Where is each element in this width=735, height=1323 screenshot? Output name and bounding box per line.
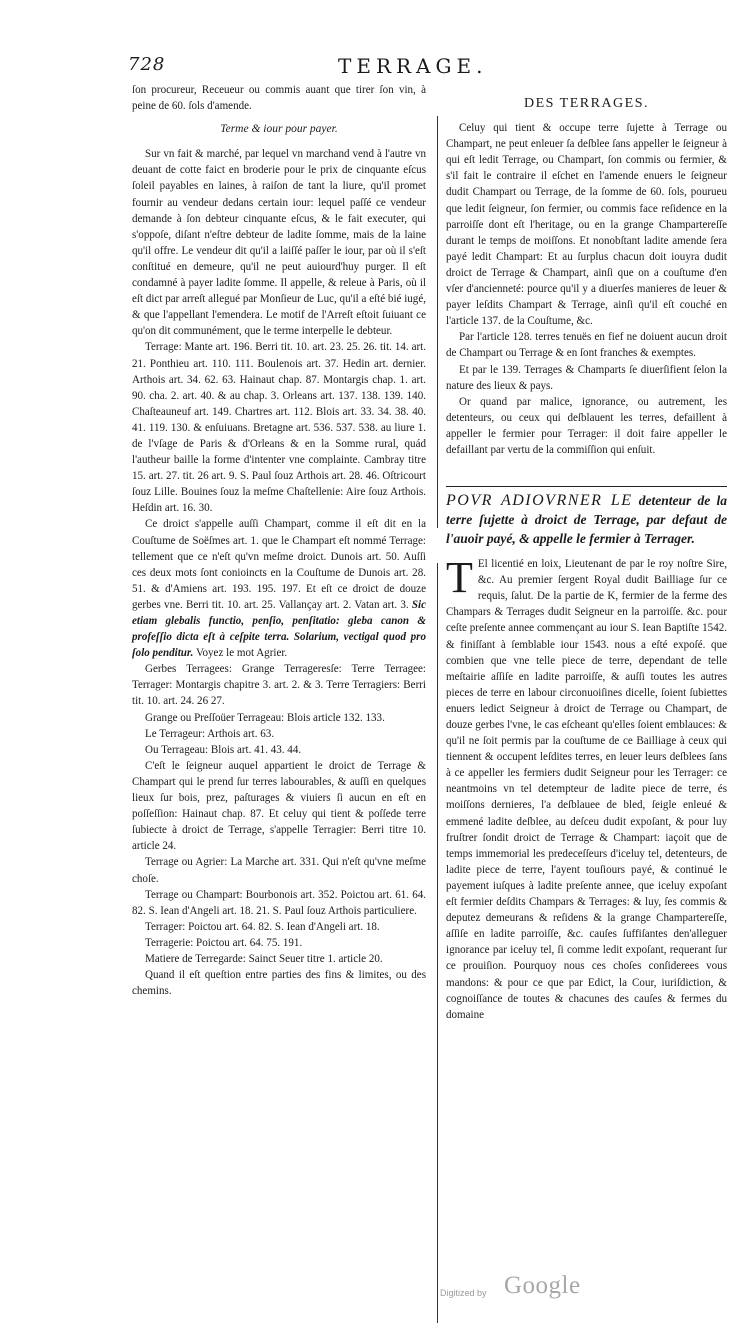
paragraph: Terrager: Poictou art. 64. 82. S. Iean d'Angeli art. 18. [145, 920, 380, 933]
column-divider-lower [437, 563, 438, 1323]
paragraph: Matiere de Terregarde: Sainct Seuer titre 1. article 20. [145, 952, 383, 965]
watermark-logo-text: Google [504, 1272, 581, 1299]
paragraph-text: Voyez le mot Agrier. [195, 647, 288, 660]
paragraph: Et par le 139. Terrages & Champarts ſe diuerſifient ſelon la nature des lieux & pays. [446, 363, 727, 392]
paragraph: Terrage ou Agrier: La Marche art. 331. Qui n'eſt qu'vne meſme choſe. [132, 856, 426, 885]
page-number: 728 [128, 54, 166, 75]
section-heading: DES TERRAGES. [523, 96, 650, 111]
section-rule [446, 486, 727, 487]
watermark-small-text: Digitized by [440, 1288, 487, 1298]
paragraph: Grange ou Preſſoüer Terrageau: Blois article 132. 133. [145, 711, 385, 724]
paragraph: Quand il eſt queſtion entre parties des fins & limites, ou des chemins. [132, 969, 426, 998]
paragraph [132, 516, 426, 661]
form-title-rest: detenteur de la terre ſujette à droict de Terrage, par defaut de l'auoir payé, & appelle le fermier à Terrager. [446, 493, 728, 547]
paragraph: Terrage ou Champart: Bourbonois art. 352. Poictou art. 61. 64. 82. S. Iean d'Angeli art. 18. 21. S. Paul ſouz Arthois particuliere. [132, 888, 426, 917]
latin-quote: Sic etiam glebalis functio, penſio, penſitatio: gleba canon & profeſſio dicta eſt à ceſpite terra. Solarium, vectigal quod pro ſolo penditur. [132, 598, 426, 660]
left-column [132, 82, 426, 999]
drop-cap: T [446, 553, 473, 603]
paragraph: Terrage: Mante art. 196. Berri tit. 10. art. 23. 25. 26. tit. 14. art. 21. Ponthieu art. 110. 111. Boulenois art. 37. Hedin art. dernier. Arthois art. 34. 62. 63. Hainaut chap. 87. Montargis chap. 1. art. 90. cha. 2. art. 40. & au chap. 3. Orleans art. 137. 138. 139. 140. Chaſteauneuf art. 149. Chartres art. 112. Blois art. 33. 34. 38. 40. 41. 119. 130. & enſuiuans. Bretagne art. 536. 537. 538. au liure 1. de l'vſage de Paris & d'Orleans & en la Somme rural, quád l'autheur baille la forme d'intenter vne complainte. Cambray titre 15. art. 27. tit. 26 art. 9. S. Paul ſouz Arthois art. 28. 46. Oſtricourt ſouz Lille. Bouines ſouz la meſme Chaſtellenie: Aire ſouz Arthois. Heſdin art. 16. 30. [132, 341, 426, 515]
paragraph: Par l'article 128. terres tenuës en fief ne doiuent aucun droit de Champart ou Terrage & en ſont franches & exemptes. [446, 331, 727, 360]
form-title [446, 491, 727, 548]
column-divider-upper [437, 116, 438, 528]
paragraph: Le Terrageur: Arthois art. 63. [145, 727, 275, 740]
paragraph: Or quand par malice, ignorance, ou autrement, les detenteurs, ou ceux qui deſblauent les terres, defaillent à appeller le fermier pour Terrager: il doit faire appeller le defaillant par vertu de la commiſſion qui enſuit. [446, 395, 727, 456]
paragraph-text: Ce droict s'appelle auſſi Champart, comme il eſt dit en la Couſtume de Soëſmes art. 1. que le Champart eſt nommé Terrage: tellement que ce n'eſt qu'vn meſme droict. Dunois art. 50. Auſſi ces deux mots ſont conioincts en la Couſtume de Dunois art. 28. 51. & d'Amiens art. 193. 195. 197. Et eſt ce droict de douze gerbes vne. Berri tit. 10. art. 25. Vallançay art. 2. Vatan art. 3. [132, 518, 426, 611]
form-title-first-line: POVR ADIOVRNER LE [446, 492, 633, 510]
paragraph-text: El licentié en loix, Lieutenant de par le roy noſtre Sire, &c. Au premier ſergent Royal dudit Bailliage ſur ce requis, ſalut. De la partie de K, fermier de la ferme des Champars & Terrages dudit Seigneur en la parroiſſe. &c. pour ceſte preſente annee commençant au iour S. Iean Baptiſte 1542. & finiſſant à ſemblable iour 1543. nous a eſté expoſé. que combien que vne telle piece de terre, dependant de telle meſtairie aſſiſe en ladite parroiſſe, & auſſi toutes les autres pieces de terre en labour circonuoiſines dicelle, ſoient ſubiettes enuers ledict Seigneur à droict de Terrage ou Champart, de douze gerbes l'vne, le cas eſcheant qu'elles ſoient emblauces: & qu'il ne ſoit permis par la couſtume de ce Bailliage à ceux qui tiennent & occupent leſdites terres, en leuer leurs deſblees ſans à ce appeller les fermiers dudit Seigneur pour les Terrager: ce neantmoins vn tel detempteur de ladite piece de terre, és moiſſons dernieres, l'a deſblauee de bled, ſeigle enleué & emmené ladite deſblee, au deſceu dudit expoſant, & pour luy fruſtrer ſondit droict de Terrage & Champart: iaçoit que de temps immemorial les predeceſſeurs d'iceluy tel, detenteurs, de ladite piece de terre, l'ayent touſiours payé, & continué le payement iuſques à ladite preſente annee, que iceluy expoſant eſt fermier deſdits Champars & Terrages: & luy, ſes commis & deputez demeurans & reſidens & la grange Champartereſſe, aſſiſe en ladite parroiſſe, &c. cauſes ſuffiſantes den'alleguer ignorance par iceluy tel, ſi comme ledit expoſant, requerant ſur ce prouiſion. Pourquoy nous ces choſes conſiderees vous mandons: & pour ce que par Edict, la Cour, iuriſdiction, & cognoiſſance de toutes & chacunes des cauſes & fermes du domaine [446, 558, 727, 1021]
running-title: TERRAGE. [338, 54, 488, 78]
paragraph: Terragerie: Poictou art. 64. 75. 191. [145, 936, 303, 949]
paragraph: Gerbes Terragees: Grange Terrageresſe: Terre Terragee: Terrager: Montargis chapitre 3. art. 2. & 3. Terre Terragiers: Berri tit. 10. art. 24. 26 27. [132, 663, 426, 708]
paragraph: Ou Terrageau: Blois art. 41. 43. 44. [145, 743, 302, 756]
google-watermark [440, 1272, 640, 1306]
running-header [128, 54, 707, 80]
section-heading: Terme & iour pour payer. [220, 123, 338, 136]
paragraph: ſon procureur, Receueur ou commis auant que tirer ſon vin, à peine de 60. ſols d'amende. [132, 84, 426, 113]
right-column [446, 96, 727, 1023]
paragraph: Celuy qui tient & occupe terre ſujette à Terrage ou Champart, ne peut enleuer ſa deſblee ſans appeller le ſeigneur à qui eſt ledit Terrage, ou Champart, ſon commis ou fermier, & s'il fait le contraire il eſchet en l'amende enuers le ſeigneur dudit Champart ou Terrage, de la ſomme de 60. ſols, pourueu que ledit ſeigneur, ſon fermier, ou commis face reſidence en la parroiſſe dont eſt l'heritage, ou en la grange Champartereſſe durant le temps de moiſſons. Et nonobſtant ladite amende ſera payé ledit Champart: Et au ſurplus chacun doit iouyra dudit droict de Terrage & Champart, ainſi que on a couſtume d'en vſer d'ancienneté: pource qu'il y a diuerſes manieres de leuer & payer leſdits Champart & Terrage, ainſi qu'il eſt couché en l'article 137. de la Couſtume, &c. [446, 122, 727, 328]
paragraph: C'eſt le ſeigneur auquel appartient le droict de Terrage & Champart qui le prend ſur terres labourables, & auſſi en quelques lieux ſur bois, prez, paſturages & viuiers ſi aucun en eſt en poſſeſſion: Hainaut chap. 87. Et celuy qui tient & poſſede terre ſubiecte à droict de Terrage, s'appelle Terragier: Berri titre 10. article 24. [132, 759, 426, 853]
paragraph: Sur vn fait & marché, par lequel vn marchand vend à l'autre vn deuant de cotte faict en broderie pour le prix de cinquante eſcus ſoleil payables en laines, à raiſon de tant la liure, qu'il promet fournir au vendeur dedans certain iour: lequel paſſé ce vendeur demande à ſon debteur cinquante eſcus, & le fait executer, qui s'oppoſe, diſant n'eſtre debteur de ladite ſomme, mais de la laine qu'il offre. Le vendeur dit qu'il a laiſſé paſſer le iour, par où il s'eſt conſtitué en demeure, qu'il ne peut auiourd'huy purger. Il eſt condamné à payer ladite ſomme. Il appelle, & releue à Paris, où il eſt dict par arreſt allegué par Monſieur de Luc, qu'il a eſté bié iugé, & que l'appellant l'emendera. Le motif de l'Arreſt eſtoit ſuiuant ce qu'on dit communément, que le terme interpelle le debteur. [132, 148, 426, 338]
paragraph [446, 553, 727, 1023]
